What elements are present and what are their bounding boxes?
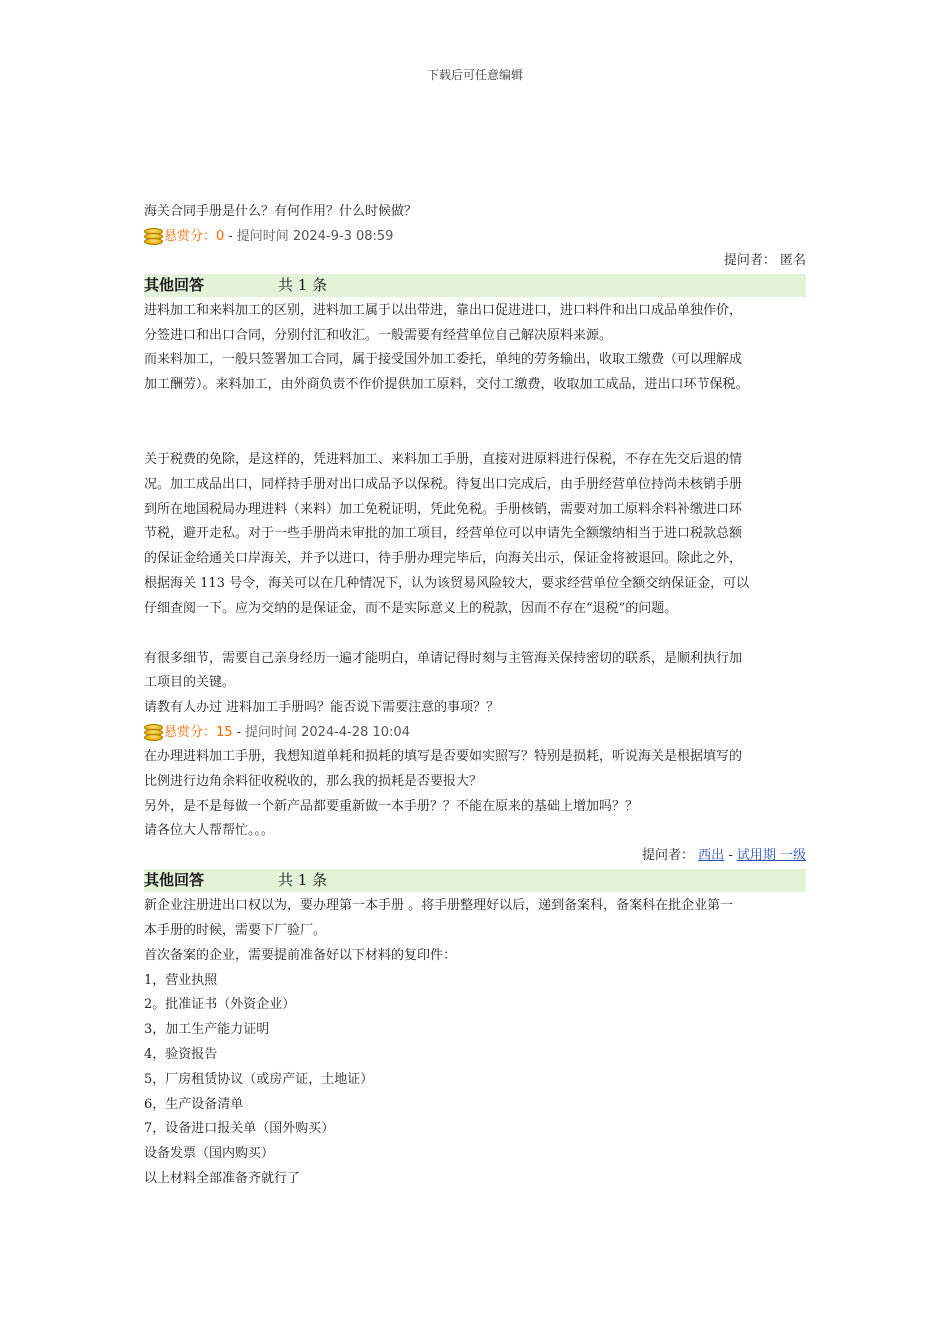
coin-stack-icon (144, 227, 163, 247)
answer-list-item: 6，生产设备清单 (144, 1096, 244, 1112)
reward-label: 悬赏分： (164, 228, 217, 244)
answer-line: 加工酬劳）。来料加工，由外商负责不作价提供加工原料，交付工缴费，收取加工成品，进出口环节保税。 (144, 377, 749, 393)
asker-label: 提问者： (642, 848, 695, 864)
spacer (144, 398, 806, 448)
answer-line: 节税，避开走私。对于一些手册尚未审批的加工项目，经营单位可以申请先全额缴纳相当于进口税款总额 (144, 526, 743, 542)
answer-line: 根据海关 113 号令，海关可以在几种情况下，认为该贸易风险较大，要求经营单位全额交纳保证金，可以 (144, 575, 750, 591)
answer-list-item: 7，设备进口报关单（国外购买） (144, 1121, 335, 1137)
asker-level-link[interactable]: 试用期 一级 (736, 848, 806, 864)
coin-stack-icon (144, 723, 163, 743)
answer-line: 新企业注册进出口权以为，要办理第一本手册 。将手册整理好以后，递到备案科，备案科在批企业第一 (144, 898, 734, 914)
answer-list-item: 设备发票（国内购买） (144, 1146, 275, 1162)
other-answers-label: 其他回答 (144, 871, 205, 890)
question-body-line: 另外，是不是每做一个新产品都要重新做一本手册？？不能在原来的基础上增加吗？？ (144, 798, 639, 814)
asker-info (144, 844, 806, 868)
answer-line: 本手册的时候，需要下厂验厂。 (144, 922, 327, 938)
asker-label: 提问者： (723, 252, 776, 268)
question-title: 海关合同手册是什么？有何作用？什么时候做？ (144, 204, 418, 219)
question-body (144, 745, 806, 844)
question-body-line: 在办理进料加工手册，我想知道单耗和损耗的填写是否要如实照写？特别是损耗，听说海关是根据填写的 (144, 748, 743, 764)
asker-name-link[interactable]: 西出 (698, 848, 725, 864)
answer-list-item: 2。批准证书（外资企业） (144, 997, 296, 1013)
question-meta (144, 721, 806, 745)
question-body-line: 请各位大人帮帮忙。。。 (144, 823, 275, 839)
other-answers-bar (144, 274, 806, 297)
question-body-line: 比例进行边角余料征收税收的，那么我的损耗是否要报大？ (144, 773, 483, 789)
reward-value: 0 (216, 228, 225, 244)
meta-separator: - (236, 724, 241, 740)
answer-paragraph (144, 647, 806, 697)
answer-list-item: 1，营业执照 (144, 972, 218, 988)
asker-name: 匿名 (779, 252, 806, 268)
question-meta (144, 225, 806, 249)
asked-time: 提问时间 2024-4-28 10:04 (244, 724, 410, 740)
asker-info (144, 249, 806, 273)
spacer (144, 622, 806, 647)
asked-time: 提问时间 2024-9-3 08:59 (236, 228, 394, 244)
answer-paragraph (144, 894, 806, 1192)
reward-label: 悬赏分： (164, 724, 217, 740)
answer-count: 共 1 条 (278, 275, 328, 294)
answer-list-item: 4，验资报告 (144, 1046, 218, 1062)
asker-separator: - (728, 848, 733, 864)
question-title: 请教有人办过 进料加工手册吗？能否说下需要注意的事项？？ (144, 700, 500, 716)
answer-line: 况。加工成品出口，同样持手册对出口成品予以保税。待复出口完成后，由手册经营单位持尚未核销手册 (144, 476, 743, 492)
page-header-note: 下载后可任意编辑 (426, 68, 523, 82)
answer-line: 而来料加工，一般只签署加工合同，属于接受国外加工委托，单纯的劳务输出，收取工缴费（可以理解成 (144, 352, 743, 368)
qa-content (144, 200, 806, 1192)
answer-line: 分签进口和出口合同，分别付汇和收汇。一般需要有经营单位自己解决原料来源。 (144, 327, 613, 343)
reward-value: 15 (216, 724, 233, 740)
answer-paragraph (144, 448, 806, 622)
other-answers-label: 其他回答 (144, 275, 205, 294)
answer-line: 进料加工和来料加工的区别，进料加工属于以出带进，靠出口促进进口，进口料件和出口成品单独作价， (144, 302, 743, 318)
answer-line: 到所在地国税局办理进料（来料）加工免税证明，凭此免税。手册核销，需要对加工原料余料补缴进口环 (144, 501, 743, 517)
answer-line: 工项目的关键。 (144, 675, 236, 691)
answer-line: 的保证金给通关口岸海关，并予以进口，待手册办理完毕后，向海关出示，保证金将被退回。除此之外， (144, 551, 743, 567)
answer-paragraph (144, 299, 806, 398)
answer-list-item: 5，厂房租赁协议（或房产证，土地证） (144, 1071, 374, 1087)
other-answers-bar (144, 869, 806, 892)
answer-list-item: 3，加工生产能力证明 (144, 1022, 270, 1038)
answer-line: 首次备案的企业，需要提前准备好以下材料的复印件： (144, 947, 457, 963)
answer-count: 共 1 条 (278, 871, 328, 890)
meta-separator: - (228, 228, 233, 244)
answer-line: 关于税费的免除，是这样的，凭进料加工、来料加工手册，直接对进原料进行保税，不存在先交后退的情 (144, 451, 743, 467)
answer-line: 以上材料全部准备齐就行了 (144, 1170, 301, 1186)
answer-line: 有很多细节，需要自己亲身经历一遍才能明白，单请记得时刻与主管海关保持密切的联系，是顺利执行加 (144, 650, 743, 666)
answer-line: 仔细查阅一下。应为交纳的是保证金，而不是实际意义上的税款，因而不存在“退税”的问题。 (144, 600, 678, 616)
